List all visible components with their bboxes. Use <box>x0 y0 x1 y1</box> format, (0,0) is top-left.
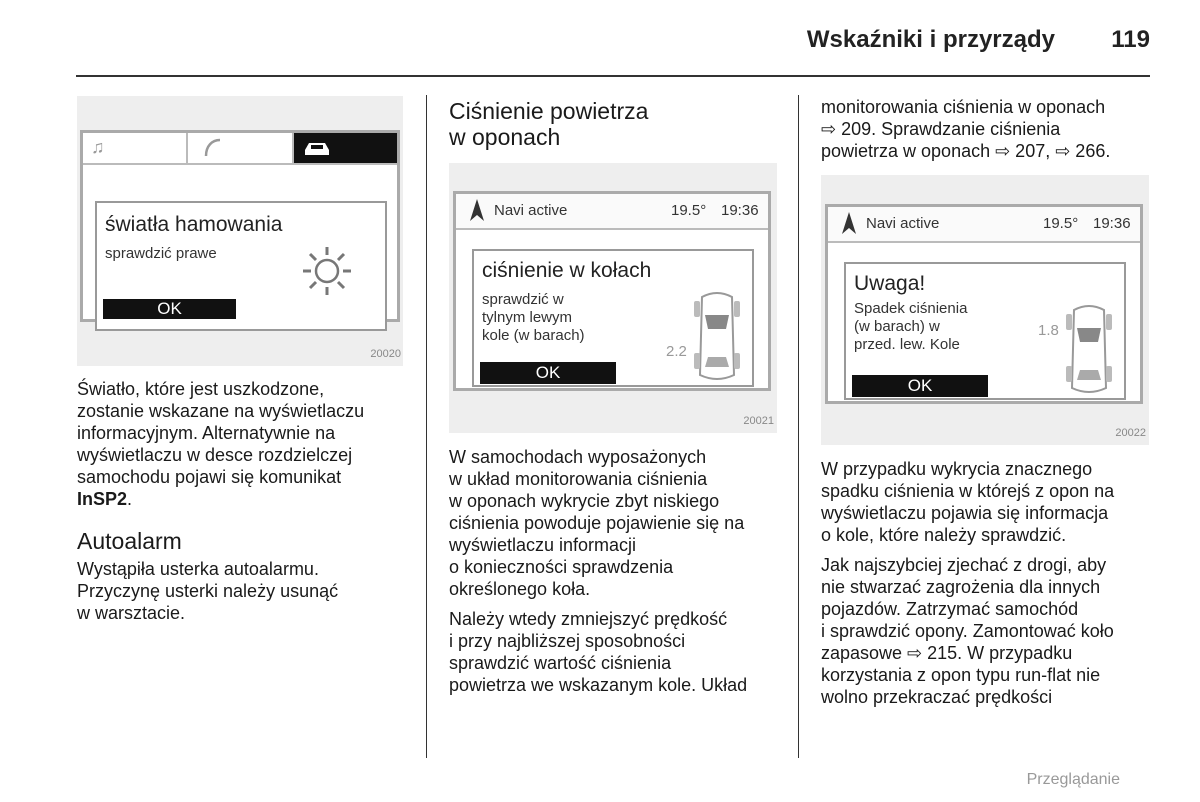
clock-time: 19:36 <box>1093 215 1131 232</box>
dialog-title: światła hamowania <box>105 213 283 236</box>
navigation-arrow-icon <box>468 197 486 223</box>
display-screen <box>80 130 400 322</box>
display-screen <box>825 204 1143 404</box>
figure-20022 <box>821 175 1149 445</box>
paragraph-reduce-speed: Należy wtedy zmniejszyć prędkość i przy najbliższej sposobności sprawdzić wartość ciśnienia powietrza we wskazanym kole. Układ <box>449 609 748 695</box>
car-top-view-icon <box>692 289 742 385</box>
heading-tire-pressure: Ciśnienie powietrza w oponach <box>449 98 649 150</box>
temperature: 19.5° <box>671 202 707 219</box>
column-3-intro <box>821 96 1161 162</box>
status-bar <box>828 207 1140 243</box>
paragraph-pressure-loss: W przypadku wykrycia znacznego spadku ciśnienia w którejś z opon na wyświetlaczu pojawia się informacja o kole, które należy sprawdzić. <box>821 459 1115 545</box>
display-screen <box>453 191 771 391</box>
phone-icon <box>200 136 224 160</box>
tab-vehicle[interactable] <box>294 133 397 163</box>
clock-time: 19:36 <box>721 202 759 219</box>
dialog-title: Uwaga! <box>854 272 926 295</box>
tire-pressure-value: 2.2 <box>666 343 687 360</box>
header-title: Wskaźniki i przyrządy <box>806 26 1055 53</box>
column-2-heading <box>449 98 789 150</box>
car-top-view-icon <box>1064 302 1114 398</box>
heading-autoalarm: Autoalarm <box>77 528 182 554</box>
dialog-text: Spadek ciśnienia (w barach) w przed. lew. Kole <box>854 300 968 353</box>
header-rule <box>76 75 1150 77</box>
footer-watermark: Przeglądanie <box>1026 771 1120 788</box>
paragraph-failed-light: Światło, które jest uszkodzone, zostanie wskazane na wyświetlaczu informacyjnym. Alternatywnie na wyświetlaczu w desce rozdzielczej samochodu pojawi się komunikat InSP2. <box>77 379 365 509</box>
ok-button[interactable]: OK <box>103 299 236 319</box>
paragraph-tpms-warning: W samochodach wyposażonych w układ monitorowania ciśnienia w oponach wykrycie zbyt niskiego ciśnienia powoduje pojawienie się na wyświetlaczu informacji o konieczności sprawdzenia określonego koła. <box>449 447 745 599</box>
column-2-text <box>449 446 789 696</box>
column-3-text <box>821 458 1161 708</box>
figure-20020 <box>77 96 403 366</box>
figure-number: 20021 <box>743 415 774 427</box>
navigation-arrow-icon <box>840 210 858 236</box>
temperature: 19.5° <box>1043 215 1079 232</box>
navi-status: Navi active <box>866 215 940 232</box>
column-1-text <box>77 378 417 624</box>
bulb-warning-icon <box>297 241 357 301</box>
figure-number: 20020 <box>370 348 401 360</box>
tire-pressure-value: 1.8 <box>1038 322 1059 339</box>
ok-button[interactable]: OK <box>852 375 988 397</box>
navi-status: Navi active <box>494 202 568 219</box>
dialog-text: sprawdzić prawe <box>105 245 217 262</box>
figure-20021 <box>449 163 777 433</box>
paragraph-references: monitorowania ciśnienia w oponach ⇨ 209. Sprawdzanie ciśnienia powietrza w oponach ⇨ 207, ⇨ 266. <box>821 97 1111 161</box>
page-header <box>0 0 1200 80</box>
tab-bar <box>83 133 397 165</box>
car-icon <box>302 138 332 158</box>
status-bar <box>456 194 768 230</box>
ok-button[interactable]: OK <box>480 362 616 384</box>
message-code: InSP2 <box>77 489 128 509</box>
paragraph-autoalarm: Wystąpiła usterka autoalarmu. Przyczynę usterki należy usunąć w warsztacie. <box>77 559 339 623</box>
column-divider-2 <box>798 95 799 758</box>
dialog-title: ciśnienie w kołach <box>482 259 652 282</box>
dialog-text: sprawdzić w tylnym lewym kole (w barach) <box>482 291 585 344</box>
page-number: 119 <box>1111 26 1150 53</box>
tab-phone[interactable] <box>188 133 293 163</box>
tab-audio[interactable] <box>83 133 188 163</box>
paragraph-stop-instructions: Jak najszybciej zjechać z drogi, aby nie stwarzać zagrożenia dla innych pojazdów. Zatrzymać samochód i sprawdzić opony. Zamontować koło zapasowe ⇨ 215. W przypadku korzystania z opon typu run-flat nie wolno przekraczać prędkości <box>821 555 1114 707</box>
music-icon: ♫ <box>91 137 105 157</box>
figure-number: 20022 <box>1115 427 1146 439</box>
column-divider-1 <box>426 95 427 758</box>
